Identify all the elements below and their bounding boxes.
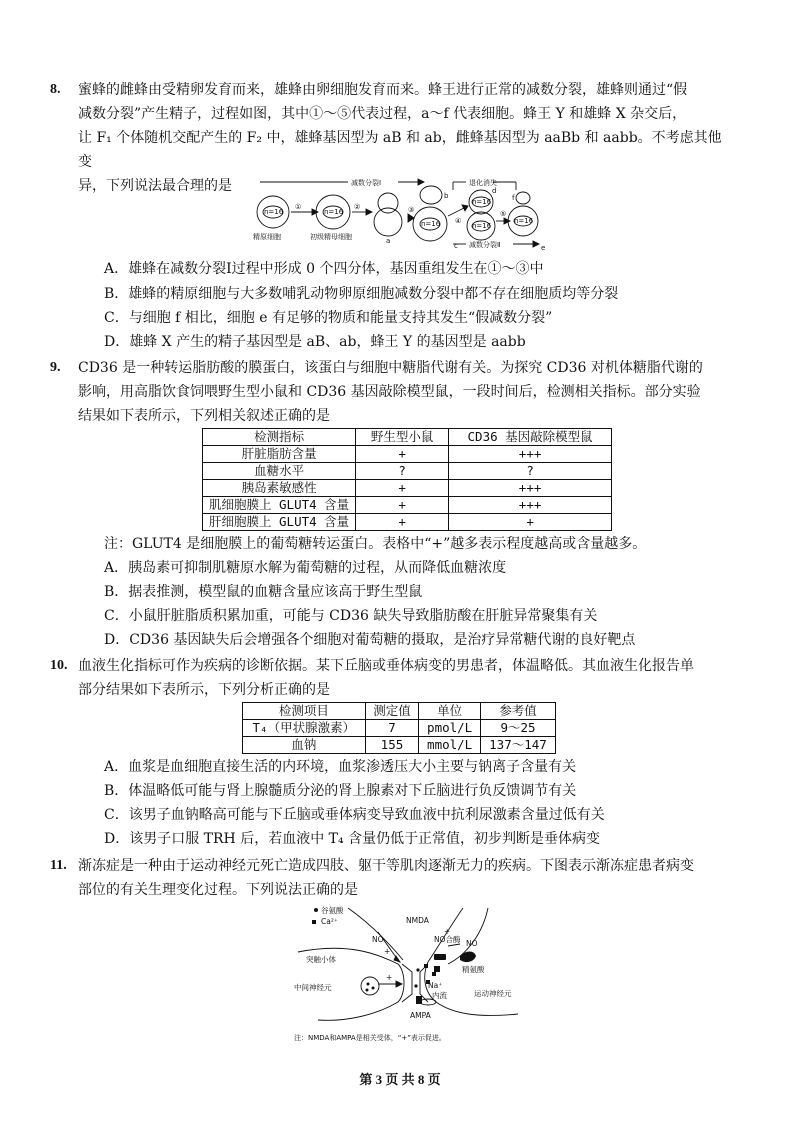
stem-line: 结果如下表所示，下列相关叙述正确的是 [78, 408, 330, 424]
cell-n16: n=16 [472, 198, 492, 206]
table-cell: + [356, 446, 449, 463]
table-cell: + [356, 497, 449, 514]
table-cell: 肝脏脂肪含量 [203, 446, 356, 463]
table-header: 检测项目 [243, 703, 366, 720]
cell-f-label: f [512, 194, 515, 202]
question-number: 9. [50, 360, 61, 375]
table-cell: +++ [449, 480, 612, 497]
table-cell: +++ [449, 497, 612, 514]
question-number: 8. [50, 82, 61, 97]
table-header: 检测指标 [203, 429, 356, 446]
motor-neuron-label: 运动神经元 [474, 989, 512, 998]
cell-b-label: b [444, 192, 449, 200]
drone-meiosis-diagram [248, 176, 548, 256]
table-row [203, 463, 612, 480]
table-cell: T₄（甲状腺激素） [243, 720, 366, 737]
cell-n16: n=16 [324, 208, 344, 216]
question-number: 10. [50, 658, 68, 673]
synaptosome-label: 突触小体 [306, 955, 336, 964]
blood-test-table [242, 702, 556, 754]
stem-line: 部分结果如下表所示，下列分析正确的是 [78, 682, 330, 698]
stem-line: 异，下列说法最合理的是 [78, 178, 232, 194]
option-c: C．该男子血钠略高可能与下丘脑或垂体病变导致血液中抗利尿激素含量过低有关 [104, 807, 605, 823]
question-9 [50, 356, 728, 428]
meiosis-1-label: 减数分裂Ⅰ [351, 179, 382, 187]
step-label: ④ [455, 217, 462, 225]
stem-line: CD36 是一种转运脂肪酸的膜蛋白，该蛋白与细胞中糖脂代谢有关。为探究 CD36 对机体糖脂代谢的 [78, 360, 703, 376]
step-label: ② [354, 203, 361, 211]
option-b: B．雄蜂的精原细胞与大多数哺乳动物卵原细胞减数分裂中都不存在细胞质均等分裂 [104, 286, 619, 302]
option-d: D．CD36 基因缺失后会增强各个细胞对葡萄糖的摄取，是治疗异常糖代谢的良好靶点 [104, 632, 636, 648]
stem-line: 部位的有关生理变化过程。下列说法正确的是 [78, 882, 358, 898]
question-11 [50, 854, 728, 902]
table-cell: 肌细胞膜上 GLUT4 含量 [203, 497, 356, 514]
table-cell: 137～147 [480, 737, 555, 754]
arginine-label: 精氨酸 [462, 965, 485, 974]
table-cell: + [356, 480, 449, 497]
option-b: B．据表推测，模型鼠的血糖含量应该高于野生型鼠 [104, 584, 423, 600]
diagram-note: 注：NMDA和AMPA是相关受体，“+”表示促进。 [294, 1034, 446, 1042]
na-label: Na⁺ [428, 981, 443, 990]
question-10 [50, 654, 728, 702]
option-c: C．与细胞 f 相比，细胞 e 有足够的物质和能量支持其发生“假减数分裂” [104, 310, 553, 326]
meiosis-2-label: 减数分裂Ⅱ [469, 241, 501, 249]
cell-n16: n=16 [421, 220, 441, 228]
table-header: 测定值 [365, 703, 419, 720]
step-label: ⑤ [500, 210, 507, 218]
stem-line: 减数分裂”产生精子，过程如图，其中①～⑤代表过程，a～f 代表细胞。蜂王 Y 和雄蜂 X 杂交后， [78, 106, 687, 122]
cell-n16: n=16 [514, 217, 534, 225]
table-note: 注：GLUT4 是细胞膜上的葡萄糖转运蛋白。表格中“+”越多表示程度越高或含量越多。 [104, 536, 647, 552]
promote-plus: + [444, 927, 451, 936]
cell-n16: n=16 [264, 208, 284, 216]
option-a: A．雄蜂在减数分裂Ⅰ过程中形成 0 个四分体，基因重组发生在①～③中 [104, 261, 544, 277]
question-number: 11. [50, 858, 67, 873]
promote-plus: + [384, 947, 391, 956]
stem-line: 蜜蜂的雌蜂由受精卵发育而来，雄蜂由卵细胞发育而来。蜂王进行正常的减数分裂，雄蜂则通过“假 [78, 82, 688, 98]
primary-spermatocyte-label: 初级精母细胞 [310, 233, 352, 241]
nmda-label: NMDA [406, 916, 429, 925]
table-cell: 胰岛素敏感性 [203, 480, 356, 497]
degenerate-label: 退化消失 [469, 179, 497, 187]
table-header: CD36 基因敲除模型鼠 [449, 429, 612, 446]
spermatogonium-label: 精原细胞 [253, 233, 281, 241]
table-cell: ? [356, 463, 449, 480]
table-cell: 血钠 [243, 737, 366, 754]
no-label: NO [466, 939, 478, 948]
promote-plus: + [386, 973, 393, 982]
cell-e-label: e [541, 244, 546, 252]
table-row [243, 720, 556, 737]
page-footer: 第 3 页 共 8 页 [359, 1072, 441, 1087]
table-header-row [203, 429, 612, 446]
stem-line: 血液生化指标可作为疾病的诊断依据。某下丘脑或垂体病变的男患者，体温略低。其血液生化报告单 [78, 658, 694, 674]
cd36-table [202, 428, 612, 531]
table-cell: + [356, 514, 449, 531]
option-a: A．胰岛素可抑制肌糖原水解为葡萄糖的过程，从而降低血糖浓度 [104, 560, 507, 576]
stem-line: 让 F₁ 个体随机交配产生的 F₂ 中，雄蜂基因型为 aB 和 ab，雌蜂基因型为 aaBb 和 aabb。不考虑其他变 [78, 130, 722, 170]
cell-a-label: a [386, 237, 391, 245]
table-cell: ? [449, 463, 612, 480]
table-cell: + [449, 514, 612, 531]
step-label: ③ [408, 206, 415, 214]
table-cell: 155 [365, 737, 419, 754]
cell-n16: n=16 [472, 222, 492, 230]
option-b: B．体温略低可能与肾上腺髓质分泌的肾上腺素对下丘脑进行负反馈调节有关 [104, 783, 577, 799]
stem-line: 影响，用高脂饮食饲喂野生型小鼠和 CD36 基因敲除模型鼠，一段时间后，检测相关指标。部分实验 [78, 384, 701, 400]
table-header: 野生型小鼠 [356, 429, 449, 446]
als-synapse-diagram [288, 902, 528, 1046]
no-label: NO [372, 935, 384, 944]
cell-c-label: c [454, 242, 458, 250]
table-row [243, 737, 556, 754]
table-header: 单位 [419, 703, 481, 720]
table-cell: 血糖水平 [203, 463, 356, 480]
option-d: D．该男子口服 TRH 后，若血液中 T₄ 含量仍低于正常值，初步判断是垂体病变 [104, 831, 601, 847]
calcium-legend: Ca²⁺ [321, 917, 338, 926]
stem-line: 渐冻症是一种由于运动神经元死亡造成四肢、躯干等肌肉逐渐无力的疾病。下图表示渐冻症患者病变 [78, 858, 694, 874]
table-header-row [243, 703, 556, 720]
no-synthase-label: NO合酶 [434, 935, 461, 944]
table-cell: +++ [449, 446, 612, 463]
table-row [203, 497, 612, 514]
interneuron-label: 中间神经元 [294, 983, 332, 992]
step-label: ① [295, 203, 302, 211]
cell-d-label: d [492, 187, 497, 195]
option-c: C．小鼠肝脏脂质积累加重，可能与 CD36 缺失导致脂肪酸在肝脏异常聚集有关 [104, 608, 598, 624]
table-cell: mmol/L [419, 737, 481, 754]
influx-label: 内流 [432, 991, 447, 1000]
table-row [203, 514, 612, 531]
option-a: A．血浆是血细胞直接生活的内环境，血浆渗透压大小主要与钠离子含量有关 [104, 759, 577, 775]
table-cell: pmol/L [419, 720, 481, 737]
glutamate-legend: 谷氨酸 [321, 906, 344, 915]
table-cell: 7 [365, 720, 419, 737]
table-row [203, 446, 612, 463]
table-header: 参考值 [480, 703, 555, 720]
table-row [203, 480, 612, 497]
ampa-label: AMPA [410, 1011, 431, 1020]
table-cell: 9～25 [480, 720, 555, 737]
option-d: D．雄蜂 X 产生的精子基因型是 aB、ab，蜂王 Y 的基因型是 aabb [104, 334, 526, 350]
table-cell: 肝细胞膜上 GLUT4 含量 [203, 514, 356, 531]
